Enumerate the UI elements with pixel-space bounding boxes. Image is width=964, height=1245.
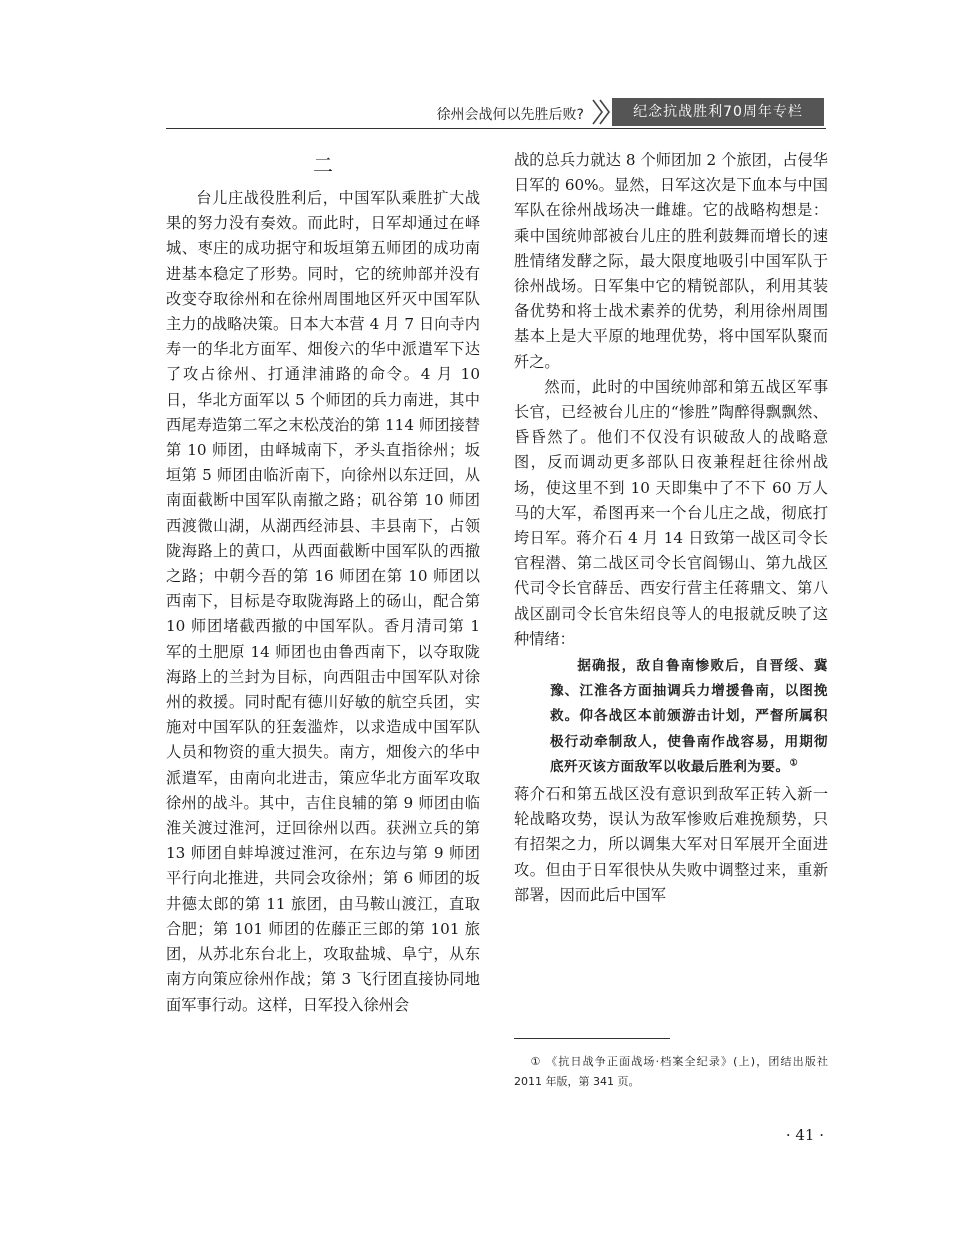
double-chevron-icon bbox=[590, 98, 614, 126]
header-divider bbox=[166, 128, 826, 129]
column-badge: 纪念抗战胜利70周年专栏 bbox=[612, 98, 824, 126]
block-quote bbox=[550, 654, 828, 780]
body-paragraph: 战的总兵力就达 8 个师团加 2 个旅团，占侵华日军的 60%。显然，日军这次是下血本与中国军队在徐州战场决一雌雄。它的战略构想是：乘中国统帅部被台儿庄的胜利鼓舞而增长的速胜情绪发酵之际，最大限度地吸引中国军队于徐州战场。日军集中它的精锐部队，利用其装备优势和将士战术素养的优势，利用徐州周围基本上是大平原的地理优势，将中国军队聚而歼之。 bbox=[514, 151, 828, 371]
quote-text bbox=[550, 654, 828, 780]
body-paragraph: 蒋介石和第五战区没有意识到敌军正转入新一轮战略攻势，误认为敌军惨败后难挽颓势，只有招架之力，所以调集大军对日军展开全面进攻。但由于日军很快从失败中调整过来，重新部署，因而此后中国军 bbox=[514, 785, 828, 904]
page-number: · 41 · bbox=[785, 1126, 824, 1144]
section-number: 二 bbox=[313, 153, 333, 177]
header-article-title: 徐州会战何以先胜后败? bbox=[436, 107, 584, 123]
body-paragraph: 台儿庄战役胜利后，中国军队乘胜扩大战果的努力没有奏效。而此时，日军却通过在峄城、枣庄的成功据守和坂垣第五师团的成功南进基本稳定了形势。同时，它的统帅部并没有改变夺取徐州和在徐州周围地区歼灭中国军队主力的战略决策。日本大本营 4 月 7 日向寺内寿一的华北方面军、畑俊六的华中派遣军下达了攻占徐州、打通津浦路的命令。4 月 10 日，华北方面军以 5 个师团的兵力南进，其中西尾寿造第二军之末松茂治的第 114 师团接替第 10 师团，由峄城南下，矛头直指徐州；坂垣第 5 师团由临沂南下，向徐州以东迂回，从南面截断中国军队南撤之路；矶谷第 10 师团西渡微山湖，从湖西经沛县、丰县南下，占领陇海路上的黄口，从西面截断中国军队的西撤之路；中朝今吾的第 16 师团在第 10 师团以西南下，目标是夺取陇海路上的砀山，配合第 10 师团堵截西撤的中国军队。香月清司第 1 军的土肥原 14 师团也由鲁西南下，以夺取陇海路上的兰封为目标，向西阻击中国军队对徐州的救援。同时配有德川好敏的航空兵团，实施对中国军队的狂轰滥炸，以求造成中国军队人员和物资的重大损失。南方，畑俊六的华中派遣军，由南向北进击，策应华北方面军攻取徐州的战斗。其中，吉住良辅的第 9 师团由临淮关渡过淮河，迂回徐州以西。获洲立兵的第 13 师团自蚌埠渡过淮河，在东边与第 9 师团平行向北推进，共同会攻徐州；第 6 师团的坂井德太郎的第 11 旅团，由马鞍山渡江，直取合肥；第 101 师团的佐藤正三郎的第 101 旅团，从苏北东台北上，攻取盐城、阜宁，从东南方向策应徐州作战；第 3 飞行团直接协同地面军事行动。这样，日军投入徐州会 bbox=[166, 189, 480, 1014]
footnote: ① 《抗日战争正面战场·档案全纪录》(上)，团结出版社 2011 年版，第 341 页。 bbox=[514, 1055, 828, 1088]
right-column bbox=[514, 148, 828, 908]
body-paragraph: 然而，此时的中国统帅部和第五战区军事长官，已经被台儿庄的“惨胜”陶醉得飘飘然、昏昏然了。他们不仅没有识破敌人的战略意图，反而调动更多部队日夜兼程赶往徐州战场，使这里不到 10 天即集中了不下 60 万人马的大军，希图再来一个台儿庄之战，彻底打垮日军。蒋介石 4 月 14 日致第一战区司令长官程潜、第二战区司令长官阎锡山、第九战区代司令长官薛岳、西安行营主任蒋鼎文、第八战区副司令长官朱绍良等人的电报就反映了这种情绪： bbox=[514, 377, 828, 648]
left-column bbox=[166, 148, 480, 1018]
footnote-marker: ① bbox=[789, 758, 799, 769]
quote-body: 据确报，敌自鲁南惨败后，自晋绥、冀豫、江淮各方面抽调兵力增援鲁南，以图挽救。仰各战区本前颁游击计划，严督所属积极行动牵制敌人，使鲁南作战容易，用期彻底歼灭该方面敌军以收最后胜利为要。 bbox=[550, 658, 828, 775]
footnote-divider bbox=[514, 1038, 670, 1039]
